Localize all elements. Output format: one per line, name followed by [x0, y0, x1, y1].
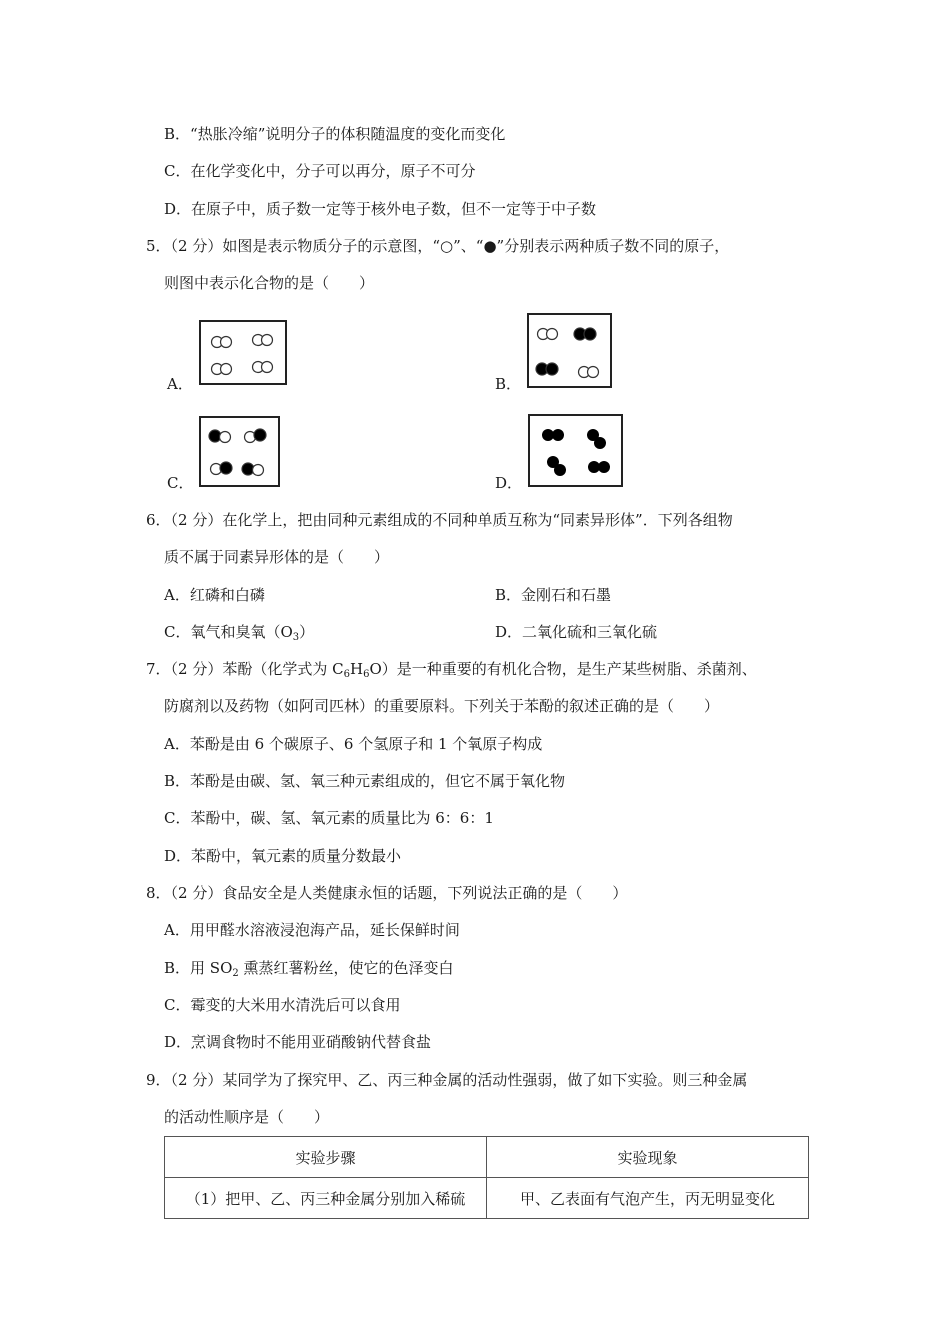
q6-option-b: B．金刚石和石墨	[495, 586, 612, 604]
q5-diagram-a	[199, 320, 287, 385]
q7-option-c: C．苯酚中，碳、氢、氧元素的质量比为 6：6：1	[164, 809, 494, 827]
q6-option-d: D．二氧化硫和三氧化硫	[495, 623, 658, 641]
q9-experiment-table	[164, 1136, 809, 1219]
q5-diagram-d	[528, 414, 623, 487]
table-header-row	[165, 1137, 809, 1178]
q8-option-c: C．霉变的大米用水清洗后可以食用	[164, 996, 401, 1014]
table-cell: 甲、乙表面有气泡产生，丙无明显变化	[487, 1178, 809, 1219]
q5-stem-line1: 5．（2 分）如图是表示物质分子的示意图，“○”、“●”分别表示两种质子数不同的原子，	[146, 237, 730, 255]
q7-option-d: D．苯酚中，氧元素的质量分数最小	[164, 847, 402, 865]
q6-option-a: A．红磷和白磷	[164, 586, 265, 604]
q8-option-b: B．用 $SO_2$ 熏蒸红薯粉丝，使它的色泽变白	[164, 959, 454, 979]
q9-stem-line2: 的活动性顺序是（ ）	[164, 1108, 330, 1126]
q5-option-b-label: B．	[495, 375, 522, 393]
table-header-cell: 实验步骤	[165, 1137, 487, 1178]
q9-stem-line1: 9．（2 分）某同学为了探究甲、乙、丙三种金属的活动性强弱，做了如下实验。则三种金属	[146, 1071, 748, 1089]
q5-option-a-label: A．	[167, 375, 193, 393]
q8-option-d: D．烹调食物时不能用亚硝酸钠代替食盐	[164, 1033, 432, 1051]
q5-stem-line2: 则图中表示化合物的是（ ）	[164, 274, 375, 292]
q4-option-c: C．在化学变化中，分子可以再分，原子不可分	[164, 162, 476, 180]
q4-option-d: D．在原子中，质子数一定等于核外电子数，但不一定等于中子数	[164, 200, 597, 218]
table-cell: （1）把甲、乙、丙三种金属分别加入稀硫	[165, 1178, 487, 1219]
q5-option-c-label: C．	[167, 474, 194, 492]
q6-stem-line1: 6．（2 分）在化学上，把由同种元素组成的不同种单质互称为“同素异形体”．下列各组物	[146, 511, 733, 529]
q5-diagram-b	[527, 313, 612, 388]
table-header-cell: 实验现象	[487, 1137, 809, 1178]
q7-stem-line1: 7．（2 分）苯酚（化学式为 $C_6H_6O$）是一种重要的有机化合物，是生产某些树脂、杀菌剂、	[146, 660, 757, 680]
q7-option-b: B．苯酚是由碳、氢、氧三种元素组成的，但它不属于氧化物	[164, 772, 566, 790]
table-row	[165, 1178, 809, 1219]
q8-stem: 8．（2 分）食品安全是人类健康永恒的话题，下列说法正确的是（ ）	[146, 884, 628, 902]
q5-option-d-label: D．	[495, 474, 523, 492]
q6-option-c: C．氧气和臭氧$(O_3)$	[164, 623, 315, 643]
q6-stem-line2: 质不属于同素异形体的是（ ）	[164, 548, 390, 566]
q7-stem-line2: 防腐剂以及药物（如阿司匹林）的重要原料。下列关于苯酚的叙述正确的是（ ）	[164, 697, 720, 715]
q8-option-a: A．用甲醛水溶液浸泡海产品，延长保鲜时间	[164, 921, 460, 939]
q5-diagram-c	[199, 416, 280, 487]
q7-option-a: A．苯酚是由 6 个碳原子、6 个氢原子和 1 个氧原子构成	[164, 735, 543, 753]
q4-option-b: B．“热胀冷缩”说明分子的体积随温度的变化而变化	[164, 125, 506, 143]
